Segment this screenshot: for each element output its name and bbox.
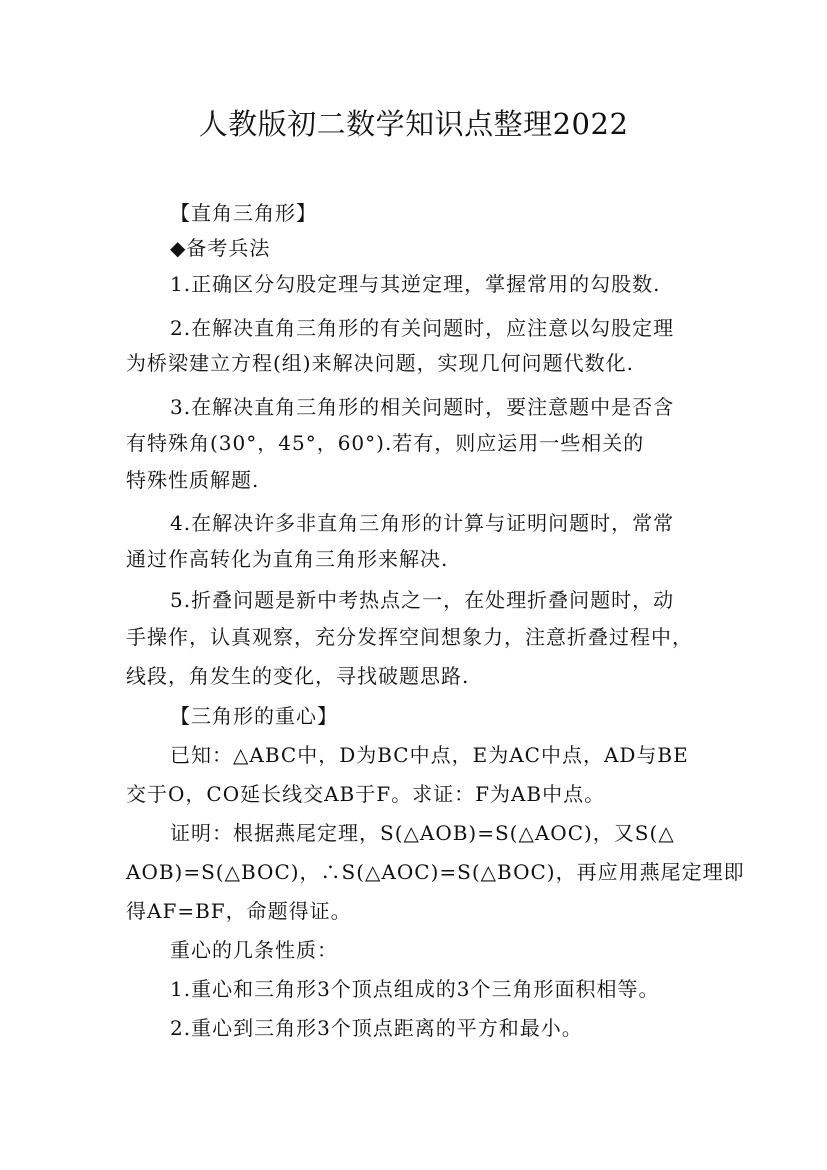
paragraph-line: 1.正确区分勾股定理与其逆定理，掌握常用的勾股数. bbox=[170, 272, 661, 296]
paragraph-line: 手操作，认真观察，充分发挥空间想象力，注意折叠过程中， bbox=[126, 625, 693, 649]
paragraph-line: 1.重心和三角形3个顶点组成的3个三角形面积相等。 bbox=[170, 977, 660, 1001]
paragraph-line: 有特殊角(30°，45°，60°).若有，则应运用一些相关的 bbox=[126, 431, 645, 455]
paragraph-line: 特殊性质解题. bbox=[126, 468, 260, 492]
paragraph-line: 5.折叠问题是新中考热点之一，在处理折叠问题时，动 bbox=[170, 588, 675, 612]
paragraph-line: 通过作高转化为直角三角形来解决. bbox=[126, 547, 449, 571]
paragraph-line: 3.在解决直角三角形的相关问题时，要注意题中是否含 bbox=[170, 395, 675, 419]
section-heading-centroid: 【三角形的重心】 bbox=[170, 704, 338, 728]
paragraph-line: 交于O，CO延长线交AB于F。求证：F为AB中点。 bbox=[126, 782, 606, 806]
paragraph-line: 线段，角发生的变化，寻找破题思路. bbox=[126, 664, 470, 688]
document-title: 人教版初二数学知识点整理2022 bbox=[198, 107, 629, 141]
section-heading-right-triangle: 【直角三角形】 bbox=[170, 201, 317, 225]
paragraph-line: 得AF=BF，命题得证。 bbox=[126, 899, 352, 923]
paragraph-line: 已知：△ABC中，D为BC中点，E为AC中点，AD与BE bbox=[170, 743, 689, 767]
paragraph-line: AOB)=S(△BOC)，∴S(△AOC)=S(△BOC)，再应用燕尾定理即 bbox=[126, 860, 745, 884]
paragraph-line: 2.在解决直角三角形的有关问题时，应注意以勾股定理 bbox=[170, 316, 675, 340]
subheading-exam-tips: ◆备考兵法 bbox=[170, 236, 271, 260]
paragraph-line: 为桥梁建立方程(组)来解决问题，实现几何问题代数化. bbox=[126, 351, 634, 375]
paragraph-line: 证明：根据燕尾定理，S(△AOB)=S(△AOC)，又S(△ bbox=[170, 821, 675, 845]
paragraph-line: 4.在解决许多非直角三角形的计算与证明问题时，常常 bbox=[170, 511, 675, 535]
paragraph-line: 重心的几条性质： bbox=[170, 938, 338, 962]
paragraph-line: 2.重心到三角形3个顶点距离的平方和最小。 bbox=[170, 1016, 583, 1040]
